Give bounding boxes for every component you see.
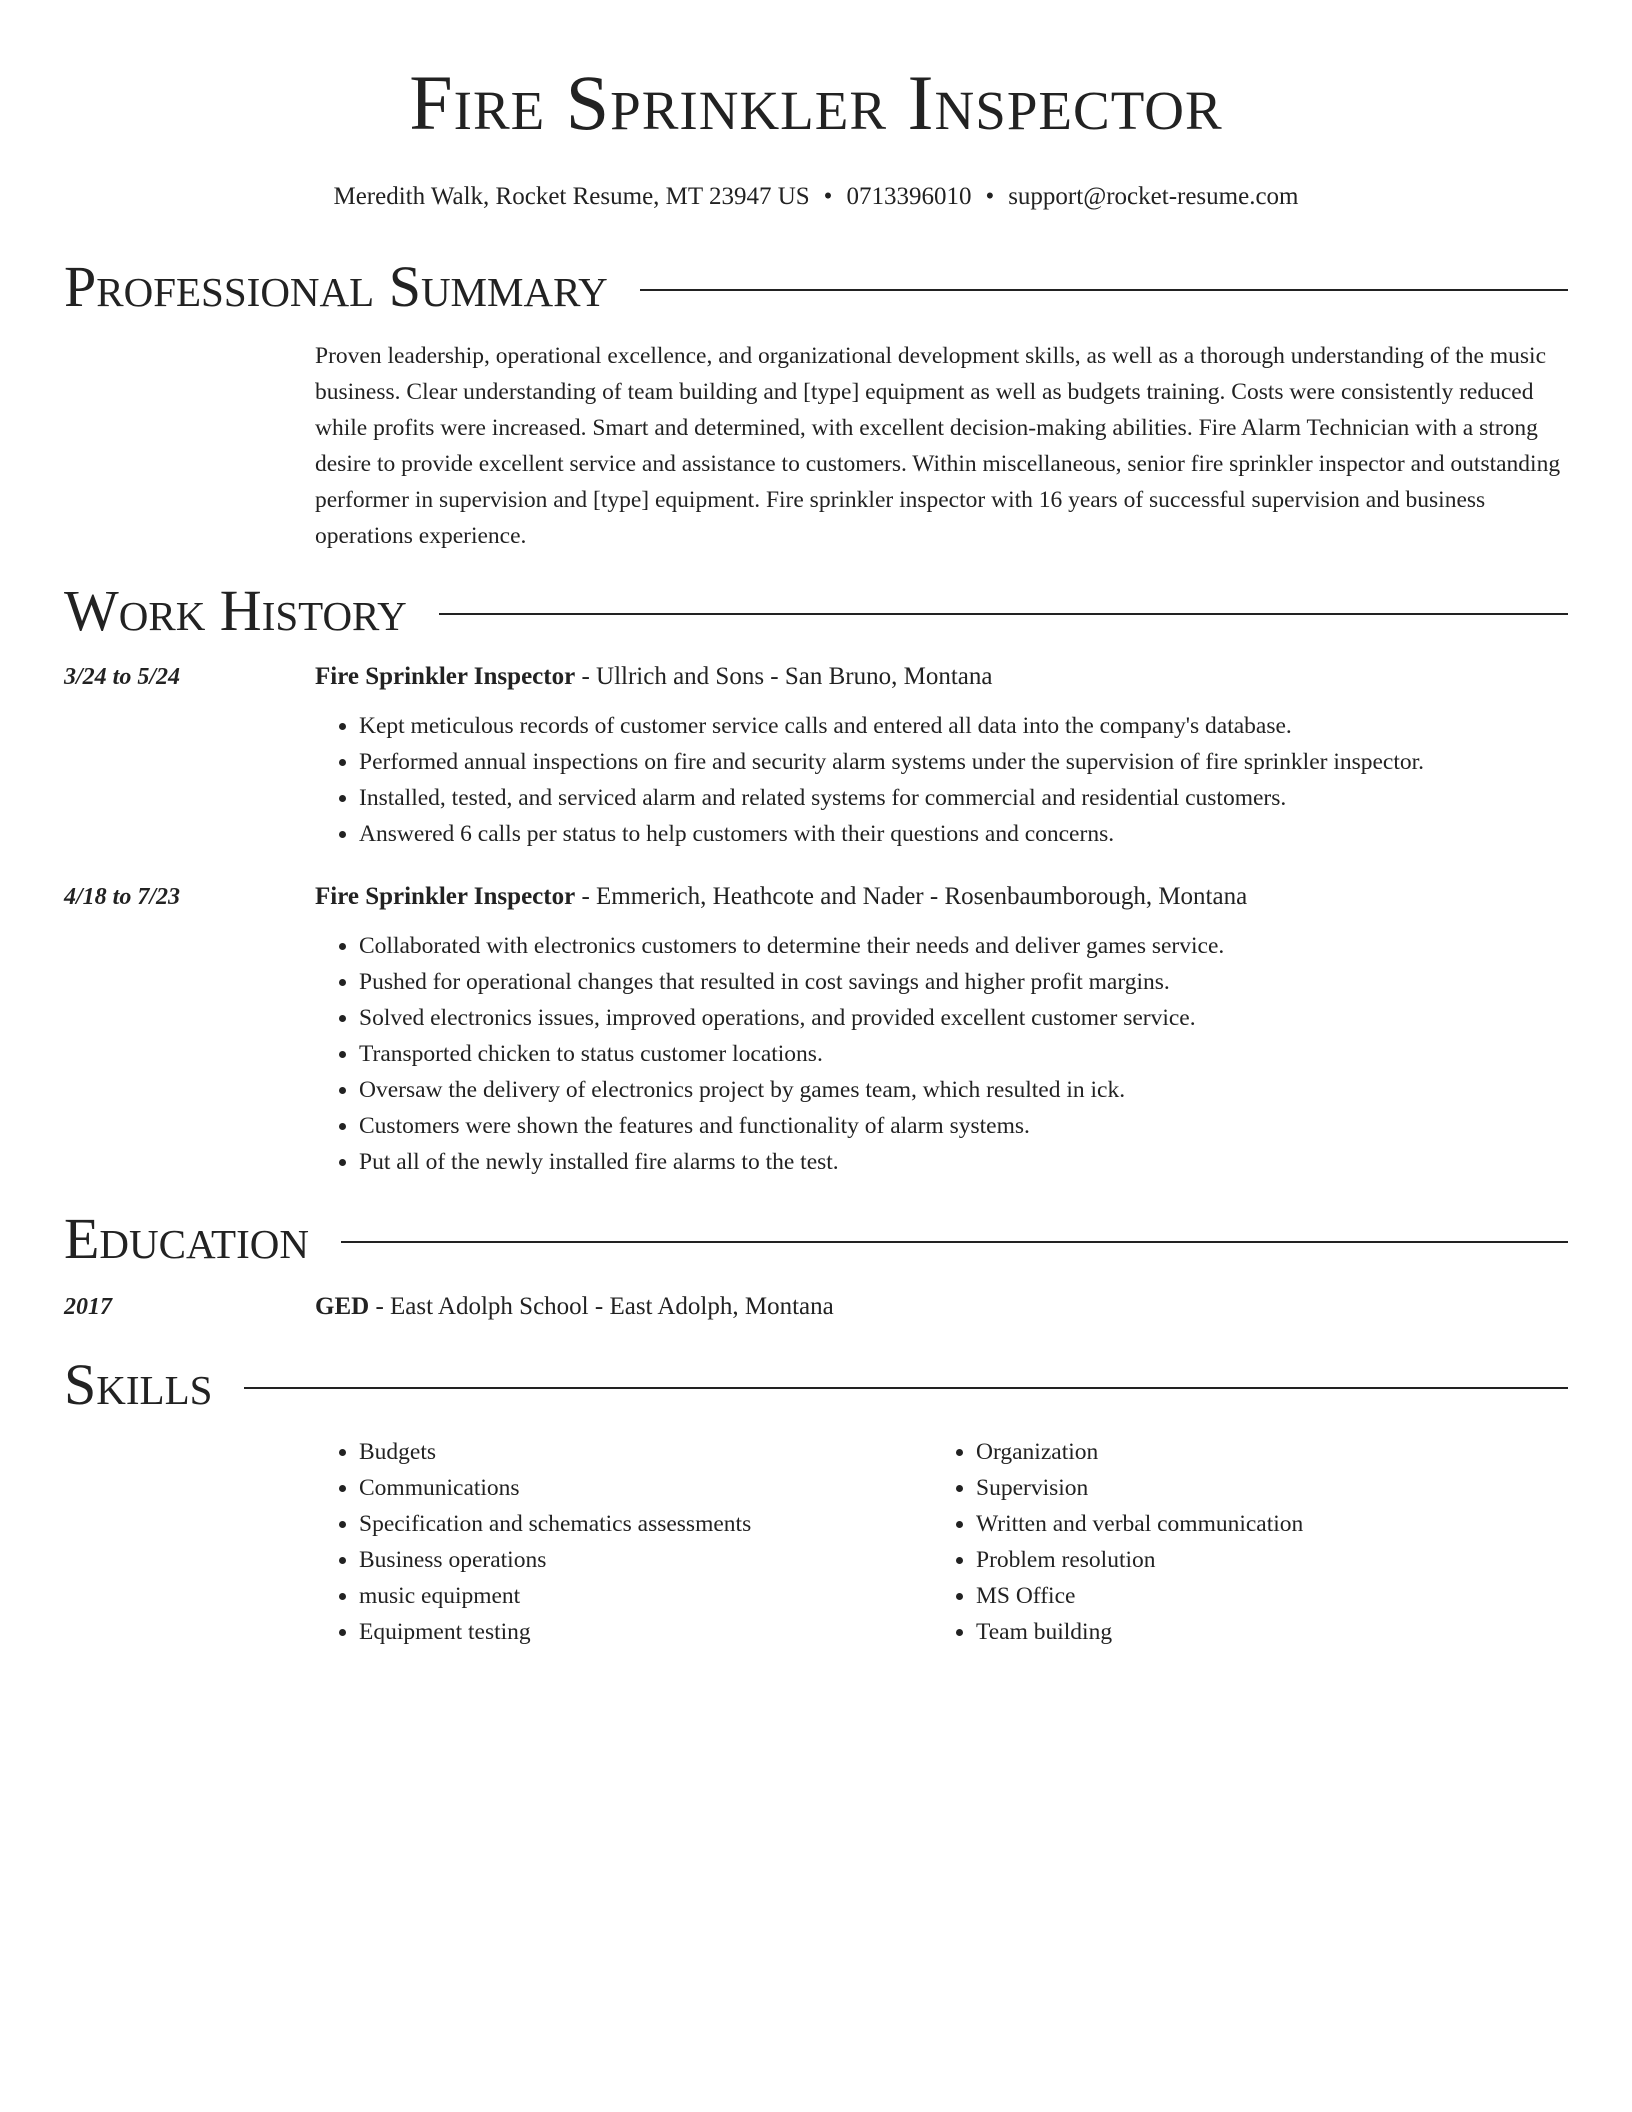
job-body xyxy=(315,880,1568,1180)
job-bullet: • Solved electronics issues, improved operations, and provided excellent customer service. xyxy=(359,1000,1568,1036)
education-line xyxy=(315,1290,1568,1324)
job-bullets xyxy=(315,928,1568,1180)
section-divider xyxy=(341,1241,1568,1243)
job-bullet: • Answered 6 calls per status to help customers with their questions and concerns. xyxy=(359,816,1568,852)
skill-item: • Team building xyxy=(976,1614,1549,1650)
skill-item: • Communications xyxy=(359,1470,932,1506)
work-heading: Work History xyxy=(64,578,407,643)
job-bullet: • Performed annual inspections on fire and security alarm systems under the supervision of fire sprinkler inspector. xyxy=(359,744,1568,780)
contact-phone: 0713396010 xyxy=(846,183,972,210)
skills-column-left xyxy=(315,1434,932,1650)
job-bullet: • Pushed for operational changes that resulted in cost savings and higher profit margins. xyxy=(359,964,1568,1000)
section-divider xyxy=(640,289,1568,291)
job-title-line xyxy=(315,880,1568,914)
job-bullet: • Oversaw the delivery of electronics project by games team, which resulted in ick. xyxy=(359,1072,1568,1108)
job-employer: - Emmerich, Heathcote and Nader - Rosenbaumborough, Montana xyxy=(575,883,1248,910)
job-bullet: • Transported chicken to status customer locations. xyxy=(359,1036,1568,1072)
skills-section-header xyxy=(64,1352,1568,1417)
education-degree: GED xyxy=(315,1293,370,1320)
skill-item: • MS Office xyxy=(976,1578,1549,1614)
job-bullet: • Installed, tested, and serviced alarm and related systems for commercial and residential customers. xyxy=(359,780,1568,816)
skills-heading: Skills xyxy=(64,1352,213,1417)
summary-heading: Professional Summary xyxy=(64,254,608,319)
education-section-header xyxy=(64,1206,1568,1271)
job-bullet: • Collaborated with electronics customers to determine their needs and deliver games service. xyxy=(359,928,1568,964)
job-employer: - Ullrich and Sons - San Bruno, Montana xyxy=(575,663,993,690)
work-section-header xyxy=(64,578,1568,643)
contact-separator: • xyxy=(985,183,995,210)
education-school: - East Adolph School - East Adolph, Montana xyxy=(369,1293,834,1320)
job-bullet: • Put all of the newly installed fire alarms to the test. xyxy=(359,1144,1568,1180)
contact-separator: • xyxy=(823,183,833,210)
job-bullet: • Kept meticulous records of customer service calls and entered all data into the company's database. xyxy=(359,708,1568,744)
education-year: 2017 xyxy=(64,1294,112,1320)
section-divider xyxy=(439,613,1568,615)
job-title: Fire Sprinkler Inspector xyxy=(315,883,576,910)
job-body xyxy=(315,660,1568,852)
contact-email: support@rocket-resume.com xyxy=(1008,183,1299,210)
skill-item: • music equipment xyxy=(359,1578,932,1614)
job-bullet: • Customers were shown the features and functionality of alarm systems. xyxy=(359,1108,1568,1144)
skills-column-right xyxy=(932,1434,1549,1650)
job-title: Fire Sprinkler Inspector xyxy=(315,663,576,690)
education-body xyxy=(315,1290,1568,1324)
resume-page xyxy=(64,0,1568,1650)
skill-item: • Budgets xyxy=(359,1434,932,1470)
education-entry xyxy=(64,1290,1568,1324)
section-divider xyxy=(244,1387,1568,1389)
summary-section-header xyxy=(64,254,1568,319)
contact-address: Meredith Walk, Rocket Resume, MT 23947 US xyxy=(333,183,810,210)
job-entry xyxy=(64,660,1568,852)
job-dates: 4/18 to 7/23 xyxy=(64,884,181,910)
skill-item: • Problem resolution xyxy=(976,1542,1549,1578)
contact-line xyxy=(64,182,1568,212)
job-bullets xyxy=(315,708,1568,852)
education-heading: Education xyxy=(64,1206,309,1271)
skill-item: • Supervision xyxy=(976,1470,1549,1506)
summary-text: Proven leadership, operational excellence, and organizational development skills, as well as a thorough understanding of the music business. Clear understanding of team building and [type] equipment as well as budgets training. Costs were consistently reduced while profits were increased. Smart and determined, with excellent decision-making abilities. Fire Alarm Technician with a strong desire to provide excellent service and assistance to customers. Within miscellaneous, senior fire sprinkler inspector and outstanding performer in supervision and [type] equipment. Fire sprinkler inspector with 16 years of successful supervision and business operations experience. xyxy=(315,343,1561,549)
skills-list xyxy=(315,1434,1568,1650)
skill-item: • Organization xyxy=(976,1434,1549,1470)
skill-item: • Equipment testing xyxy=(359,1614,932,1650)
job-entry xyxy=(64,880,1568,1180)
skill-item: • Business operations xyxy=(359,1542,932,1578)
job-dates: 3/24 to 5/24 xyxy=(64,664,181,690)
skill-item: • Specification and schematics assessments xyxy=(359,1506,932,1542)
resume-title: Fire Sprinkler Inspector xyxy=(409,59,1223,146)
job-title-line xyxy=(315,660,1568,694)
skill-item: • Written and verbal communication xyxy=(976,1506,1549,1542)
